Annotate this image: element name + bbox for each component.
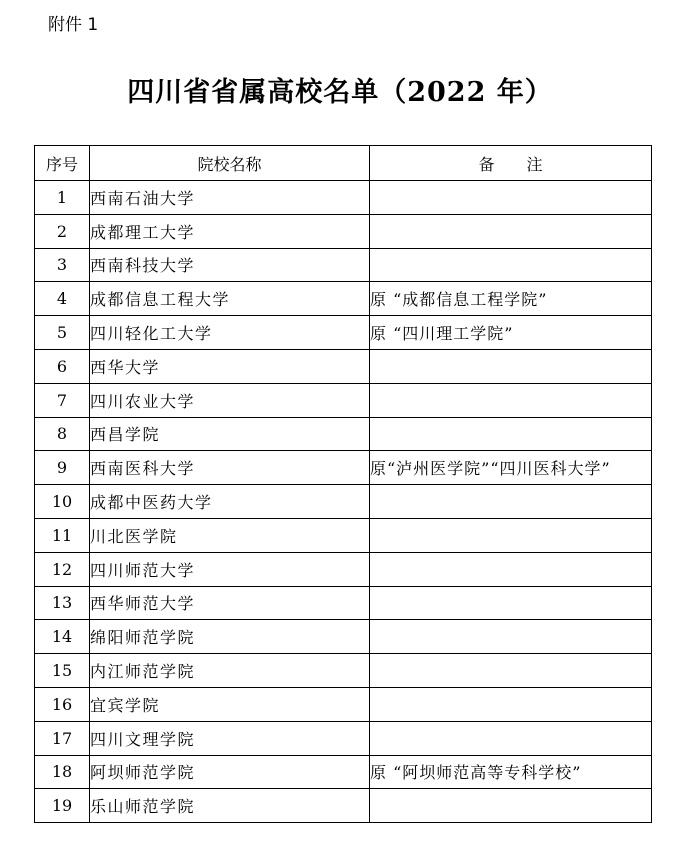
row-remarks	[370, 687, 652, 721]
row-serial-number: 3	[35, 248, 90, 282]
row-remarks: 原“泸州医学院”“四川医科大学”	[370, 451, 652, 485]
row-serial-number: 10	[35, 485, 90, 519]
table-row	[35, 383, 652, 417]
row-serial-number: 9	[35, 451, 90, 485]
row-serial-number: 8	[35, 417, 90, 451]
row-remarks	[370, 417, 652, 451]
row-institution-name: 成都理工大学	[90, 214, 370, 248]
row-remarks	[370, 721, 652, 755]
row-serial-number: 19	[35, 789, 90, 823]
header-institution-name: 院校名称	[90, 146, 370, 181]
university-table	[34, 145, 652, 823]
row-remarks: 原 “成都信息工程学院”	[370, 282, 652, 316]
row-serial-number: 13	[35, 586, 90, 620]
table-row	[35, 451, 652, 485]
row-serial-number: 12	[35, 552, 90, 586]
row-institution-name: 西华大学	[90, 349, 370, 383]
row-remarks	[370, 518, 652, 552]
row-institution-name: 西南科技大学	[90, 248, 370, 282]
document-title: 四川省省属高校名单（2022 年）	[127, 77, 553, 108]
table-row	[35, 214, 652, 248]
table-row	[35, 518, 652, 552]
row-remarks	[370, 383, 652, 417]
row-remarks	[370, 654, 652, 688]
row-remarks	[370, 789, 652, 823]
row-institution-name: 四川文理学院	[90, 721, 370, 755]
row-remarks	[370, 586, 652, 620]
row-institution-name: 内江师范学院	[90, 654, 370, 688]
row-serial-number: 11	[35, 518, 90, 552]
row-remarks	[370, 214, 652, 248]
row-remarks: 原 “阿坝师范高等专科学校”	[370, 755, 652, 789]
row-institution-name: 西华师范大学	[90, 586, 370, 620]
header-remarks: 备 注	[370, 146, 652, 181]
row-institution-name: 阿坝师范学院	[90, 755, 370, 789]
row-remarks: 原 “四川理工学院”	[370, 316, 652, 350]
row-institution-name: 西南石油大学	[90, 181, 370, 215]
row-serial-number: 4	[35, 282, 90, 316]
row-institution-name: 四川轻化工大学	[90, 316, 370, 350]
table-row	[35, 687, 652, 721]
row-institution-name: 西昌学院	[90, 417, 370, 451]
table-row	[35, 248, 652, 282]
row-institution-name: 乐山师范学院	[90, 789, 370, 823]
row-serial-number: 7	[35, 383, 90, 417]
table-row	[35, 485, 652, 519]
row-serial-number: 6	[35, 349, 90, 383]
table-header-row	[35, 146, 652, 181]
row-institution-name: 四川师范大学	[90, 552, 370, 586]
row-institution-name: 四川农业大学	[90, 383, 370, 417]
row-remarks	[370, 248, 652, 282]
table-row	[35, 349, 652, 383]
table-row	[35, 755, 652, 789]
row-serial-number: 2	[35, 214, 90, 248]
table-row	[35, 654, 652, 688]
table-row	[35, 181, 652, 215]
row-institution-name: 成都信息工程大学	[90, 282, 370, 316]
row-serial-number: 14	[35, 620, 90, 654]
table-row	[35, 789, 652, 823]
attachment-label: 附件 1	[48, 15, 99, 35]
row-serial-number: 17	[35, 721, 90, 755]
row-serial-number: 16	[35, 687, 90, 721]
row-institution-name: 西南医科大学	[90, 451, 370, 485]
row-institution-name: 成都中医药大学	[90, 485, 370, 519]
row-remarks	[370, 485, 652, 519]
row-serial-number: 1	[35, 181, 90, 215]
row-remarks	[370, 620, 652, 654]
table-row	[35, 417, 652, 451]
table-row	[35, 586, 652, 620]
row-institution-name: 川北医学院	[90, 518, 370, 552]
row-institution-name: 绵阳师范学院	[90, 620, 370, 654]
table-body	[35, 181, 652, 823]
table-row	[35, 316, 652, 350]
header-serial-number: 序号	[35, 146, 90, 181]
row-serial-number: 5	[35, 316, 90, 350]
row-serial-number: 18	[35, 755, 90, 789]
row-remarks	[370, 349, 652, 383]
row-serial-number: 15	[35, 654, 90, 688]
table-row	[35, 721, 652, 755]
table-row	[35, 282, 652, 316]
row-institution-name: 宜宾学院	[90, 687, 370, 721]
table-row	[35, 552, 652, 586]
table-row	[35, 620, 652, 654]
row-remarks	[370, 181, 652, 215]
row-remarks	[370, 552, 652, 586]
